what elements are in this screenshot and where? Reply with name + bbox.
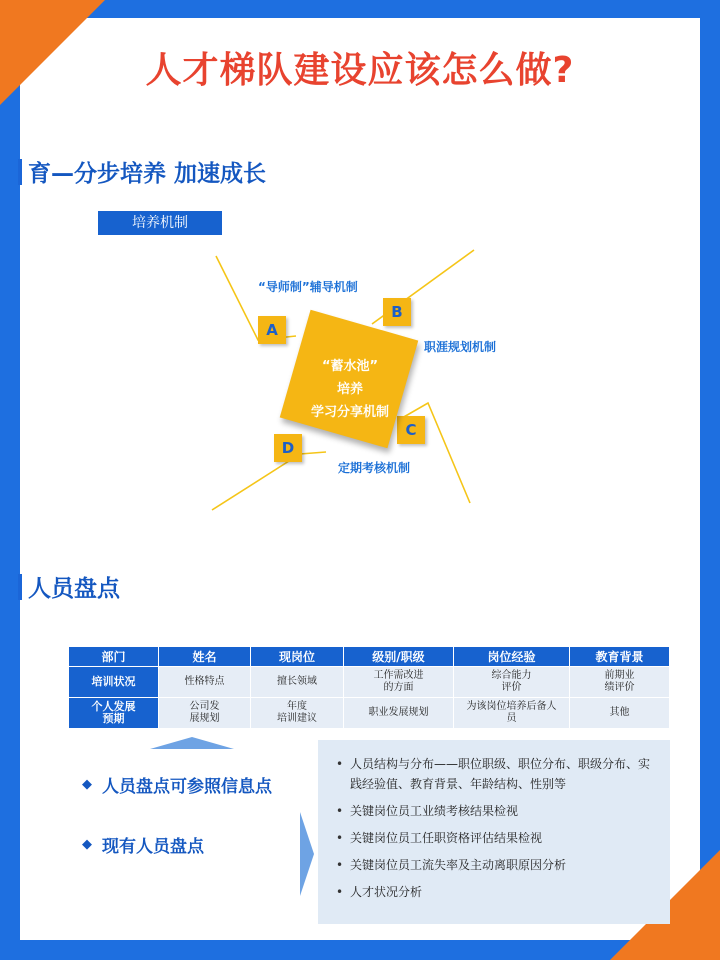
table-cell: 工作需改进 的方面 — [344, 667, 454, 698]
pointer-triangle — [150, 737, 234, 749]
table-cell: 性格特点 — [159, 667, 251, 698]
inventory-table — [68, 646, 670, 729]
letter-badge-a: A — [258, 316, 286, 344]
table-cell: 其他 — [570, 698, 670, 729]
table-cell: 职业发展规划 — [344, 698, 454, 729]
table-cell: 综合能力 评价 — [454, 667, 570, 698]
table-header-cell: 姓名 — [159, 647, 251, 667]
letter-badge-b: B — [383, 298, 411, 326]
mechanism-tag: 培养机制 — [98, 211, 222, 235]
list-item: • 人员结构与分布——职位职级、职位分布、职级分布、实践经验值、教育背景、年龄结构、性别等 — [336, 754, 660, 794]
section-heading-text: 人员盘点 — [28, 576, 120, 602]
chevron-right-icon — [300, 812, 314, 896]
label-assessment-mechanism: 定期考核机制 — [338, 461, 411, 475]
letter-badge-d: D — [274, 434, 302, 462]
list-item: • 关键岗位员工业绩考核结果检视 — [336, 801, 660, 821]
label-career-mechanism: 职涯规划机制 — [424, 340, 497, 354]
diamond-icon: ◆ — [82, 837, 92, 852]
table-cell: 前期业 绩评价 — [570, 667, 670, 698]
diamond-icon: ◆ — [82, 777, 92, 792]
table-header-cell: 教育背景 — [570, 647, 670, 667]
section-heading-inventory — [18, 570, 120, 603]
details-panel — [318, 740, 670, 924]
list-item: • 关键岗位员工流失率及主动离职原因分析 — [336, 855, 660, 875]
page-title: 人才梯队建设应该怎么做? — [145, 50, 575, 91]
letter-badge-c: C — [397, 416, 425, 444]
table-row — [69, 667, 670, 698]
frame-line-d — [212, 452, 326, 510]
reservoir-line1: “蓄水池” — [321, 359, 379, 374]
table-header-row — [69, 647, 670, 667]
reservoir-text — [295, 355, 405, 424]
label-mentor-mechanism: “导师制”辅导机制 — [258, 280, 358, 294]
table-cell: 为该岗位培养后备人 员 — [454, 698, 570, 729]
left-point-text: 人员盘点可参照信息点 — [102, 777, 272, 797]
left-point-reference — [82, 772, 272, 797]
details-list — [318, 740, 670, 902]
table-row-head: 培训状况 — [69, 667, 159, 698]
reservoir-line3: 学习分享机制 — [310, 405, 389, 420]
table-header-cell: 现岗位 — [251, 647, 344, 667]
table-header-cell: 岗位经验 — [454, 647, 570, 667]
heading-bar — [18, 574, 22, 600]
table-header-cell: 级别/职级 — [344, 647, 454, 667]
left-point-inventory — [82, 832, 204, 857]
table-row — [69, 698, 670, 729]
table-cell: 年度 培训建议 — [251, 698, 344, 729]
left-point-text: 现有人员盘点 — [102, 837, 204, 857]
list-item: • 关键岗位员工任职资格评估结果检视 — [336, 828, 660, 848]
table-header-cell: 部门 — [69, 647, 159, 667]
list-item: • 人才状况分析 — [336, 882, 660, 902]
reservoir-line2: 培养 — [336, 382, 363, 397]
table-cell: 擅长领域 — [251, 667, 344, 698]
section-heading-text: 育—分步培养 加速成长 — [28, 161, 267, 187]
table-cell: 公司发 展规划 — [159, 698, 251, 729]
table-row-head: 个人发展 预期 — [69, 698, 159, 729]
